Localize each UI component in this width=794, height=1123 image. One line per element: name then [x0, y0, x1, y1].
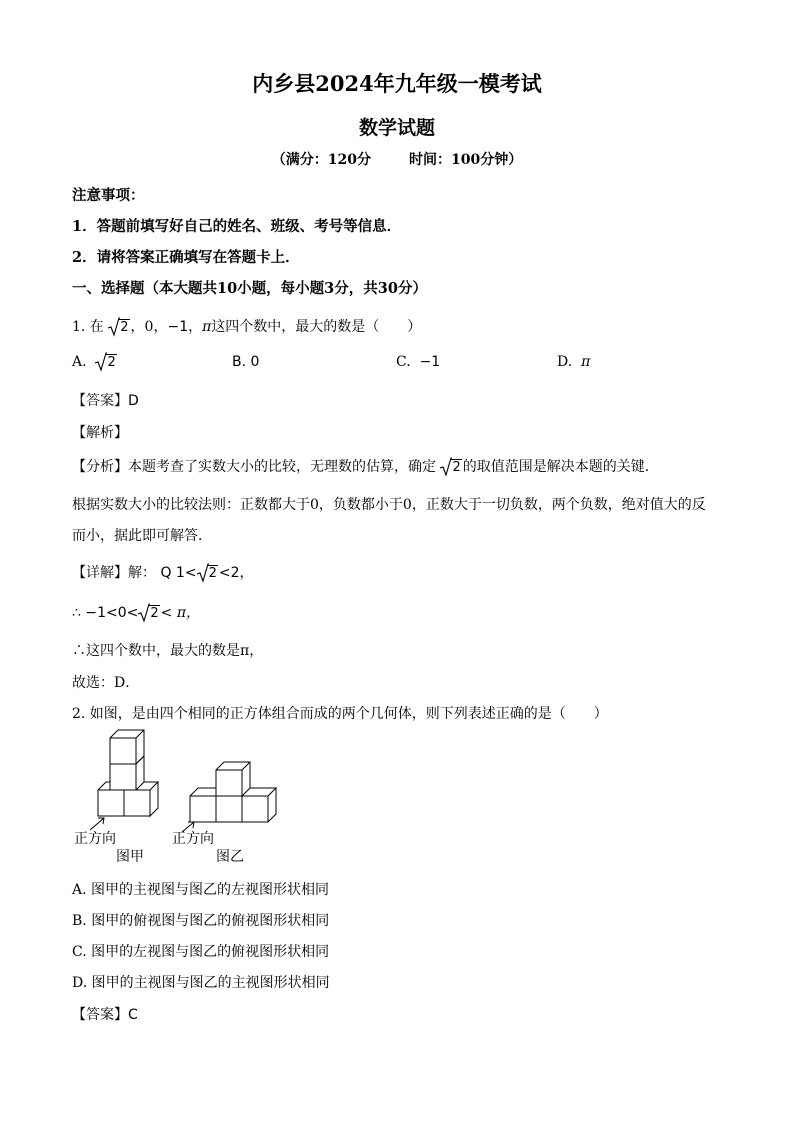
cube [110, 764, 136, 790]
option-c: C. 图甲的左视图与图乙的俯视图形状相同 [72, 944, 330, 960]
option-a [72, 354, 118, 370]
cube [110, 738, 136, 764]
detail-math: <2， [218, 565, 254, 581]
cube-edge [98, 782, 110, 790]
cube-edge [136, 730, 144, 738]
direction-arrow [90, 818, 104, 830]
therefore-symbol: ∴ [72, 605, 81, 621]
cube [98, 790, 124, 816]
radicand: 2 [150, 606, 159, 621]
cube-edge [250, 788, 276, 796]
option-value: π [581, 354, 591, 370]
cube-edge [268, 788, 276, 822]
option-c [396, 354, 440, 370]
ineq-math: −1<0< [85, 605, 139, 621]
notice-item: 2．请将答案正确填写在答题卡上． [72, 249, 300, 266]
section-heading: 一、选择题（本大题共10小题，每小题3分，共30分） [72, 280, 427, 297]
cube-figure [70, 728, 290, 868]
answer-value: C [128, 1007, 138, 1023]
detail-tag: 【详解】 [72, 565, 128, 581]
cube-edge [242, 762, 250, 770]
q1-rule-line: 根据实数大小的比较法则：正数都大于0，负数都小于0，正数大于一切负数，两个负数，绝对值大的反 [72, 497, 706, 513]
q1-prefix: 1. 在 [72, 319, 104, 335]
option-label: C. [396, 354, 411, 370]
answer-tag: 【答案】 [72, 1007, 128, 1023]
q1-detail [72, 562, 253, 582]
notice-heading: 注意事项： [72, 187, 145, 204]
fenxi-text: 的取值范围是解决本题的关键． [462, 459, 659, 475]
figure-jia [90, 730, 158, 830]
cube [242, 796, 268, 822]
direction-label: 正方向 [74, 831, 116, 847]
radicand: 2 [107, 355, 116, 370]
radical-icon [197, 563, 209, 583]
q2-answer [72, 1004, 138, 1024]
cube-edge [190, 788, 216, 796]
radicand: 2 [120, 320, 129, 335]
radicand: 2 [208, 566, 217, 581]
q1-pi: π [202, 319, 212, 335]
cube [216, 770, 242, 796]
question-2-text: 2. 如图，是由四个相同的正方体组合而成的两个几何体，则下列表述正确的是（ ） [72, 706, 608, 722]
option-label: D. [557, 354, 573, 370]
score-info: （满分：120分 [271, 152, 371, 168]
direction-label: 正方向 [172, 831, 214, 847]
option-d: D. 图甲的主视图与图乙的主视图形状相同 [72, 975, 330, 991]
radicand: 2 [452, 460, 461, 475]
figure-caption: 图甲 [116, 849, 144, 865]
cube [216, 796, 242, 822]
sqrt-expression [138, 605, 159, 621]
exam-subtitle: 数学试题 [358, 117, 435, 139]
cube [190, 796, 216, 822]
sqrt-expression [440, 459, 461, 475]
time-info: 时间：100分钟） [409, 152, 523, 168]
cube-edge [144, 782, 158, 790]
q1-choose: 故选：D． [72, 675, 140, 691]
option-d [557, 354, 590, 370]
cube [124, 790, 150, 816]
q1-suffix: 这四个数中，最大的数是（ ） [211, 319, 422, 335]
cube-edge [150, 782, 158, 816]
sqrt-expression [197, 565, 218, 581]
ineq-math: < π， [160, 605, 201, 621]
q1-inequality [72, 602, 200, 622]
notice-item: 1．答题前填写好自己的姓名、班级、考号等信息． [72, 218, 402, 235]
radical-icon [95, 352, 107, 372]
q1-mid: ，0， [130, 319, 168, 335]
detail-math: Q 1< [160, 565, 197, 581]
exam-title: 内乡县2024年九年级一模考试 [252, 71, 542, 96]
option-b: B. 图甲的俯视图与图乙的俯视图形状相同 [72, 913, 330, 929]
radical-icon [108, 317, 120, 337]
q1-fenxi [72, 456, 659, 476]
detail-text: 解： [128, 565, 156, 581]
q1-rule-line: 而小，据此即可解答． [72, 528, 212, 544]
question-1-text [72, 316, 421, 336]
fenxi-tag: 【分析】 [72, 459, 128, 475]
figure-caption: 图乙 [216, 849, 244, 865]
option-b: B. 0 [232, 354, 260, 370]
q1-neg1: −1 [167, 319, 189, 335]
option-a: A. 图甲的主视图与图乙的左视图形状相同 [72, 882, 330, 898]
q1-answer [72, 390, 139, 410]
option-value: −1 [419, 354, 441, 370]
exam-meta [0, 149, 794, 169]
option-label: A. [72, 354, 87, 370]
answer-tag: 【答案】 [72, 393, 128, 409]
q1-conclusion: ∴这四个数中，最大的数是π， [72, 643, 264, 659]
radical-icon [138, 603, 150, 623]
q1-sep: ， [188, 319, 203, 335]
figure-yi [182, 762, 276, 832]
fenxi-text: 本题考查了实数大小的比较，无理数的估算，确定 [128, 459, 436, 475]
sqrt-expression [108, 319, 129, 335]
answer-value: D [128, 393, 139, 409]
sqrt-expression [95, 354, 116, 370]
q1-analysis-tag: 【解析】 [72, 425, 128, 441]
radical-icon [440, 457, 452, 477]
cube-edge [136, 756, 144, 790]
